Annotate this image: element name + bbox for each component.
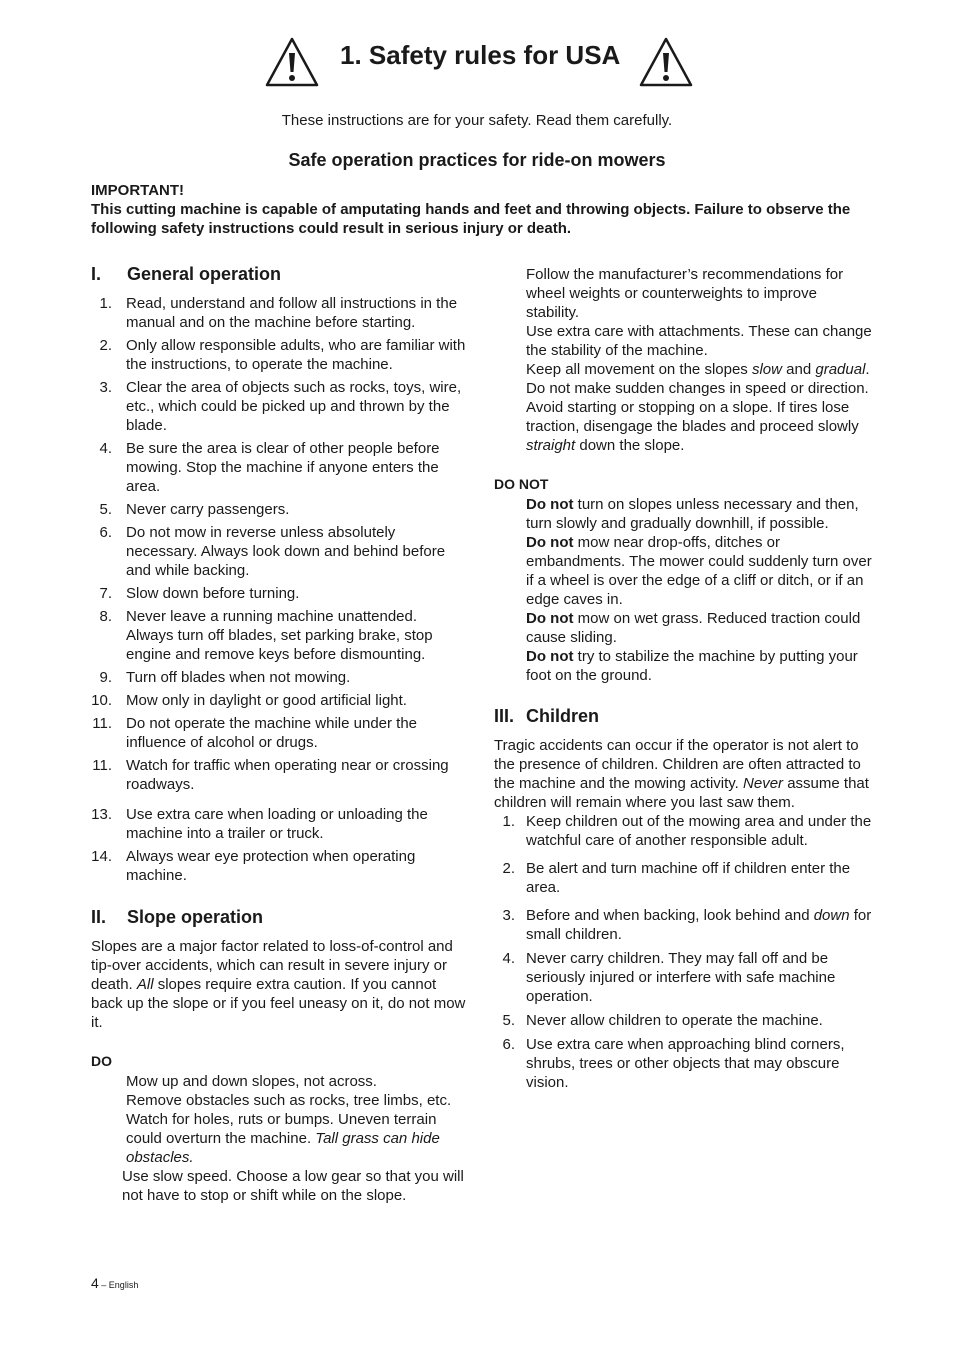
list-item: 3. Before and when backing, look behind and down for small children. bbox=[502, 907, 872, 943]
list-item: 3. Clear the area of objects such as rocks, toys, wire, etc., which could be picked up and thrown by the blade. bbox=[99, 379, 462, 434]
general-list bbox=[91, 294, 466, 885]
list-item: 10. Mow only in daylight or good artificial light. bbox=[91, 692, 407, 709]
section-title: General operation bbox=[127, 264, 282, 284]
list-item: 8. Never leave a running machine unattended. Always turn off blades, set parking brake, stop engine and remove keys before dismounting. bbox=[99, 608, 433, 663]
list-item: 4. Never carry children. They may fall off and be seriously injured or interfere with safe machine operation. bbox=[502, 950, 836, 1005]
left-column bbox=[91, 263, 466, 1205]
section-heading-children bbox=[494, 705, 874, 727]
list-item: 5. Never allow children to operate the machine. bbox=[502, 1012, 823, 1029]
list-item: 6. Do not mow in reverse unless absolutely necessary. Always look down and behind before and while backing. bbox=[99, 524, 446, 579]
list-item: 5. Never carry passengers. bbox=[99, 501, 290, 518]
do-item: Mow up and down slopes, not across. bbox=[126, 1073, 377, 1090]
do-item: Follow the manufacturer’s recommendations for wheel weights or counterweights to improve stability. bbox=[526, 266, 844, 321]
section-number: II. bbox=[91, 907, 107, 927]
section-title: Children bbox=[526, 706, 600, 726]
section-title: Slope operation bbox=[127, 907, 264, 927]
list-item: 7. Slow down before turning. bbox=[99, 585, 300, 602]
warning-triangle-icon bbox=[264, 36, 320, 88]
list-item: 2. Be alert and turn machine off if children enter the area. bbox=[502, 860, 851, 896]
list-item: 1. Read, understand and follow all instructions in the manual and on the machine before starting. bbox=[99, 295, 458, 331]
list-item: 13. Use extra care when loading or unloading the machine into a trailer or truck. bbox=[91, 806, 428, 842]
intro-text: These instructions are for your safety. Read them carefully. bbox=[281, 112, 673, 129]
important-label: IMPORTANT! bbox=[91, 182, 185, 199]
subtitle: Safe operation practices for ride-on mowers bbox=[288, 150, 666, 170]
title-row bbox=[0, 34, 954, 90]
list-item: 11. Do not operate the machine while under the influence of alcohol or drugs. bbox=[92, 715, 418, 751]
section-number: III. bbox=[494, 706, 515, 726]
right-column bbox=[494, 265, 874, 1092]
list-item: 11. Watch for traffic when operating near or crossing roadways. bbox=[92, 757, 449, 793]
important-notice bbox=[91, 181, 851, 238]
do-item: Avoid starting or stopping on a slope. If tires lose traction, disengage the blades and proceed slowly straight down the slope. bbox=[526, 399, 859, 454]
section-number: I. bbox=[91, 264, 102, 284]
page-title: 1. Safety rules for USA bbox=[340, 40, 621, 70]
list-item: 9. Turn off blades when not mowing. bbox=[99, 669, 351, 686]
do-not-item: Do not mow on wet grass. Reduced traction could cause sliding. bbox=[526, 610, 861, 646]
list-item: 1. Keep children out of the mowing area and under the watchful care of another responsible adult. bbox=[502, 813, 872, 849]
section-heading-general bbox=[91, 263, 466, 285]
do-not-item: Do not turn on slopes unless necessary and then, turn slowly and gradually downhill, if possible. bbox=[526, 496, 859, 532]
do-item: Use extra care with attachments. These can change the stability of the machine. bbox=[526, 323, 872, 359]
do-item: Keep all movement on the slopes slow and gradual. Do not make sudden changes in speed or direction. bbox=[526, 361, 870, 397]
do-item: Remove obstacles such as rocks, tree limbs, etc. bbox=[126, 1092, 452, 1109]
do-item: Use slow speed. Choose a low gear so that you will not have to stop or shift while on the slope. bbox=[122, 1168, 464, 1204]
do-not-label: DO NOT bbox=[494, 476, 549, 492]
page-number: 4 bbox=[91, 1275, 99, 1291]
page-footer bbox=[91, 1275, 138, 1291]
important-text: This cutting machine is capable of amputating hands and feet and throwing objects. Failure to observe the following safety instructions could result in serious injury or death. bbox=[91, 201, 851, 237]
children-list bbox=[494, 812, 874, 1092]
list-item: 4. Be sure the area is clear of other people before mowing. Stop the machine if anyone enters the area. bbox=[99, 440, 440, 495]
do-not-item: Do not mow near drop-offs, ditches or embandments. The mower could suddenly turn over if a wheel is over the edge of a cliff or ditch, or if an edge caves in. bbox=[526, 534, 872, 608]
list-item: 2. Only allow responsible adults, who are familiar with the instructions, to operate the machine. bbox=[99, 337, 466, 373]
list-item: 6. Use extra care when approaching blind corners, shrubs, trees or other objects that may obscure vision. bbox=[502, 1036, 845, 1091]
do-not-item: Do not try to stabilize the machine by putting your foot on the ground. bbox=[526, 648, 858, 684]
children-intro: Tragic accidents can occur if the operator is not alert to the presence of children. Children are often attracted to the machine and the mowing activity. Never assume that children will remain where you last saw them. bbox=[494, 737, 869, 811]
warning-triangle-icon bbox=[638, 36, 694, 88]
list-item: 14. Always wear eye protection when operating machine. bbox=[91, 848, 416, 884]
footer-language: – English bbox=[98, 1280, 139, 1290]
slope-intro: Slopes are a major factor related to loss-of-control and tip-over accidents, which can result in severe injury or death. All slopes require extra caution. If you cannot back up the slope or if you feel uneasy on it, do not mow it. bbox=[91, 938, 466, 1031]
section-heading-slope bbox=[91, 906, 466, 928]
do-item: Watch for holes, ruts or bumps. Uneven terrain could overturn the machine. Tall grass can hide obstacles. bbox=[126, 1111, 440, 1166]
do-label: DO bbox=[91, 1053, 112, 1069]
